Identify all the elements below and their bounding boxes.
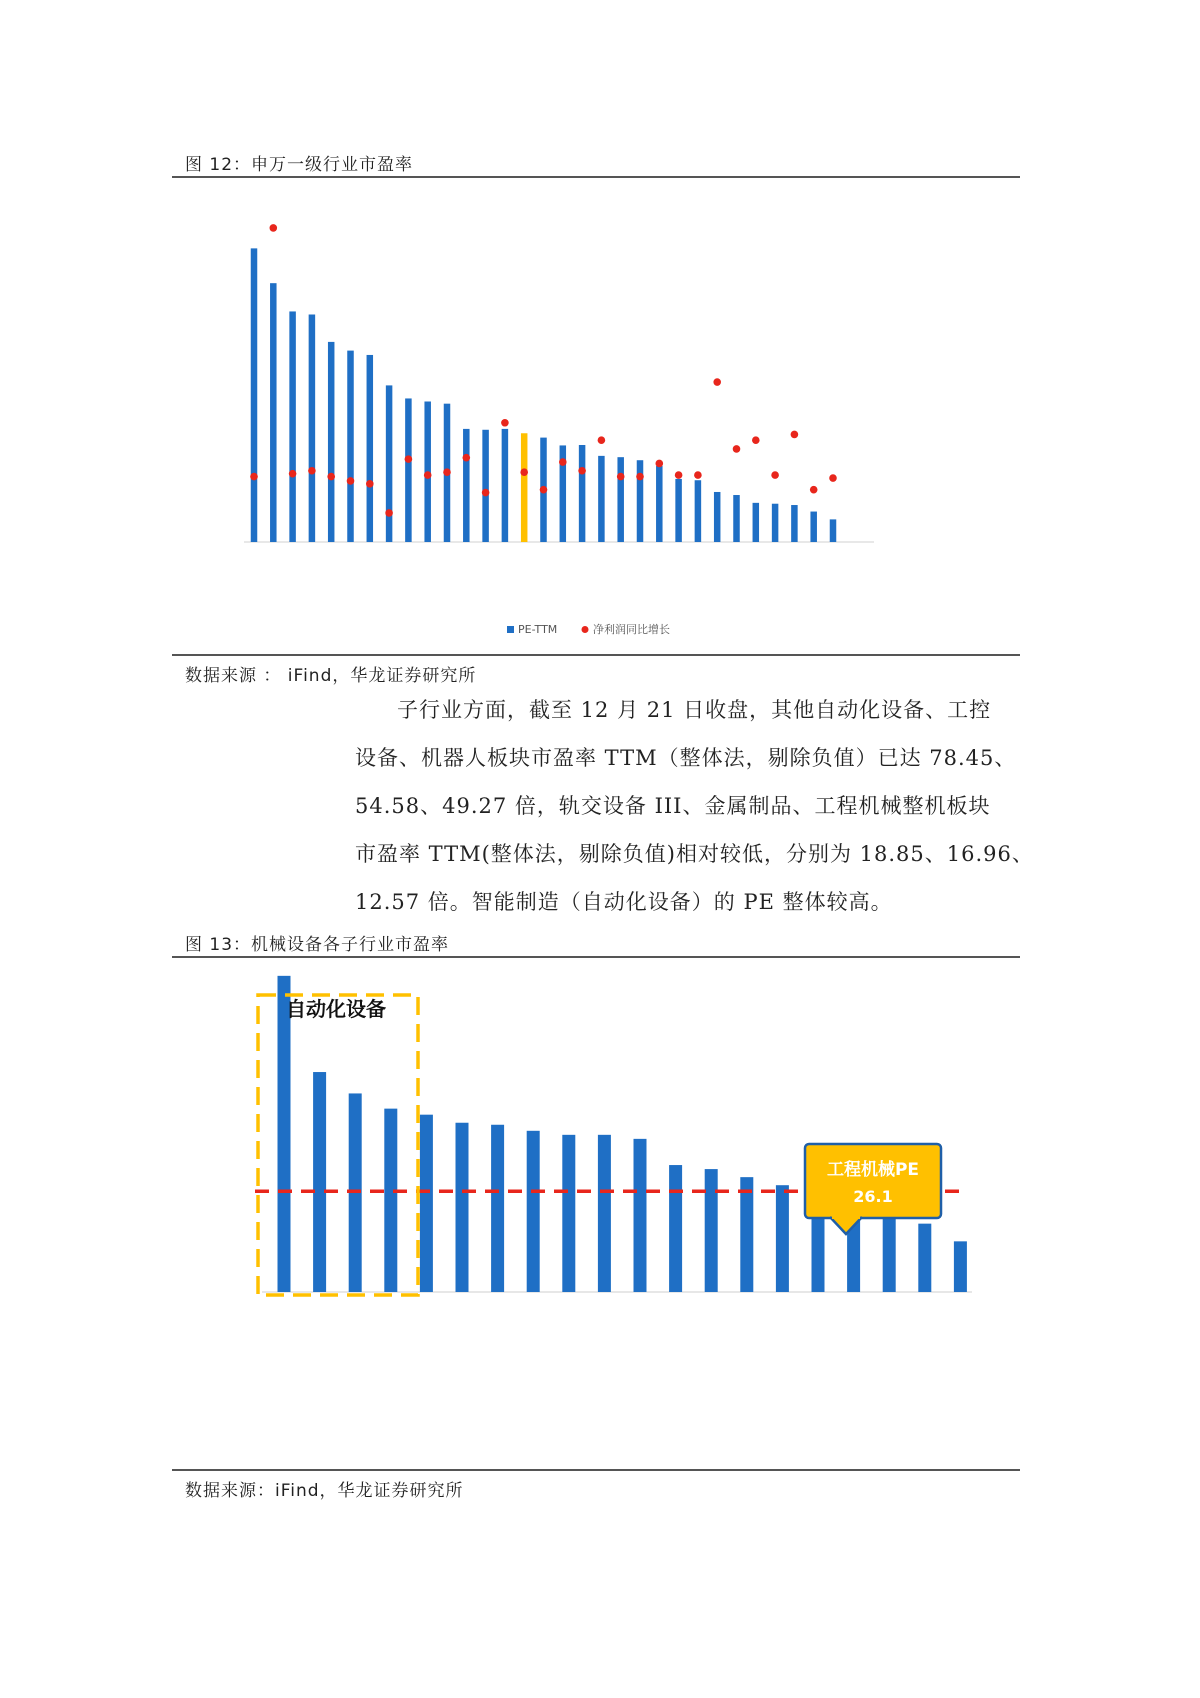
growth-point — [829, 474, 837, 482]
growth-point — [443, 468, 451, 476]
growth-point — [791, 431, 799, 439]
chart-13 — [0, 960, 1200, 1460]
growth-point — [771, 471, 779, 479]
growth-point — [636, 473, 644, 481]
bar — [579, 445, 586, 542]
bar — [598, 456, 605, 542]
bar — [753, 503, 760, 542]
growth-point — [405, 455, 413, 463]
paragraph-line-3: 54.58、49.27 倍，轨交设备 III、金属制品、工程机械整机板块 — [355, 794, 991, 818]
growth-point — [733, 445, 741, 453]
growth-point — [694, 471, 702, 479]
figure-13-top-rule — [172, 956, 1020, 958]
legend-dot-label: 净利润同比增长 — [593, 623, 670, 636]
callout-label: 工程机械PE — [826, 1160, 920, 1180]
bar — [740, 1177, 753, 1292]
automation-group-label: 自动化设备 — [286, 997, 386, 1021]
growth-point — [327, 473, 335, 481]
bar — [705, 1169, 718, 1292]
bar — [289, 311, 296, 542]
growth-point — [559, 458, 567, 466]
growth-point — [385, 509, 393, 517]
bar — [695, 480, 702, 542]
bar — [482, 430, 489, 542]
growth-point — [578, 467, 586, 475]
growth-point — [308, 467, 316, 475]
bar — [527, 1131, 540, 1292]
bar — [502, 429, 509, 542]
bar — [278, 976, 291, 1292]
paragraph-line-2: 设备、机器人板块市盈率 TTM（整体法，剔除负值）已达 78.45、 — [355, 746, 1017, 770]
growth-point — [463, 454, 471, 462]
bar — [347, 351, 354, 542]
bar — [562, 1135, 575, 1292]
bar — [637, 460, 644, 542]
paragraph-line-1: 子行业方面，截至 12 月 21 日收盘，其他自动化设备、工控 — [397, 698, 992, 722]
legend-bar-swatch — [507, 626, 514, 633]
bar — [367, 355, 374, 542]
figure-12-source: 数据来源 ： iFind，华龙证券研究所 — [185, 666, 477, 686]
bar — [251, 248, 258, 542]
growth-point — [617, 473, 625, 481]
growth-point — [598, 436, 606, 444]
bar — [617, 457, 624, 542]
bar — [521, 433, 528, 542]
bar — [791, 505, 798, 542]
bar — [598, 1135, 611, 1292]
bar — [776, 1185, 789, 1292]
bar — [313, 1072, 326, 1292]
bar — [384, 1109, 397, 1292]
growth-point — [656, 460, 664, 468]
bar — [714, 492, 721, 542]
bar — [634, 1139, 647, 1292]
legend-dot-swatch — [582, 626, 589, 633]
bar — [656, 466, 663, 542]
bar — [309, 314, 316, 542]
chart-12 — [0, 180, 1200, 650]
callout-box — [805, 1144, 941, 1218]
growth-point — [289, 470, 297, 478]
growth-point — [424, 471, 432, 479]
bar — [669, 1165, 682, 1292]
bar — [733, 495, 740, 542]
bar — [405, 398, 412, 542]
figure-12-bottom-rule — [172, 654, 1020, 656]
bar — [420, 1115, 433, 1292]
figure-13-source: 数据来源：iFind，华龙证券研究所 — [185, 1481, 464, 1501]
growth-point — [501, 419, 509, 427]
bar — [328, 342, 335, 542]
bar — [918, 1224, 931, 1292]
growth-point — [713, 378, 721, 386]
growth-point — [810, 486, 818, 494]
figure-12-top-rule — [172, 176, 1020, 178]
body-paragraph — [355, 686, 1035, 926]
growth-point — [540, 486, 548, 494]
growth-point — [675, 471, 683, 479]
bar — [810, 512, 817, 542]
growth-point — [347, 477, 355, 485]
growth-point — [250, 473, 258, 481]
bar — [386, 385, 393, 542]
bar — [675, 479, 682, 542]
bar — [463, 429, 470, 542]
paragraph-line-5: 12.57 倍。智能制造（自动化设备）的 PE 整体较高。 — [355, 890, 893, 914]
figure-13-title: 图 13：机械设备各子行业市盈率 — [185, 935, 450, 955]
bar — [954, 1241, 967, 1292]
bar — [456, 1123, 469, 1292]
bar — [270, 283, 277, 542]
figure-13-bottom-rule — [172, 1469, 1020, 1471]
bar — [772, 504, 779, 542]
bar — [830, 519, 837, 542]
legend-bar-label: PE-TTM — [518, 623, 558, 636]
growth-point — [752, 436, 760, 444]
figure-12-title: 图 12：申万一级行业市盈率 — [185, 155, 414, 175]
bar — [491, 1125, 504, 1292]
growth-point — [366, 480, 374, 488]
growth-point — [270, 224, 278, 232]
bar — [883, 1216, 896, 1292]
callout-value: 26.1 — [853, 1187, 893, 1206]
growth-point — [482, 489, 490, 497]
growth-point — [520, 468, 528, 476]
paragraph-line-4: 市盈率 TTM(整体法，剔除负值)相对较低，分别为 18.85、16.96、 — [355, 842, 1034, 866]
